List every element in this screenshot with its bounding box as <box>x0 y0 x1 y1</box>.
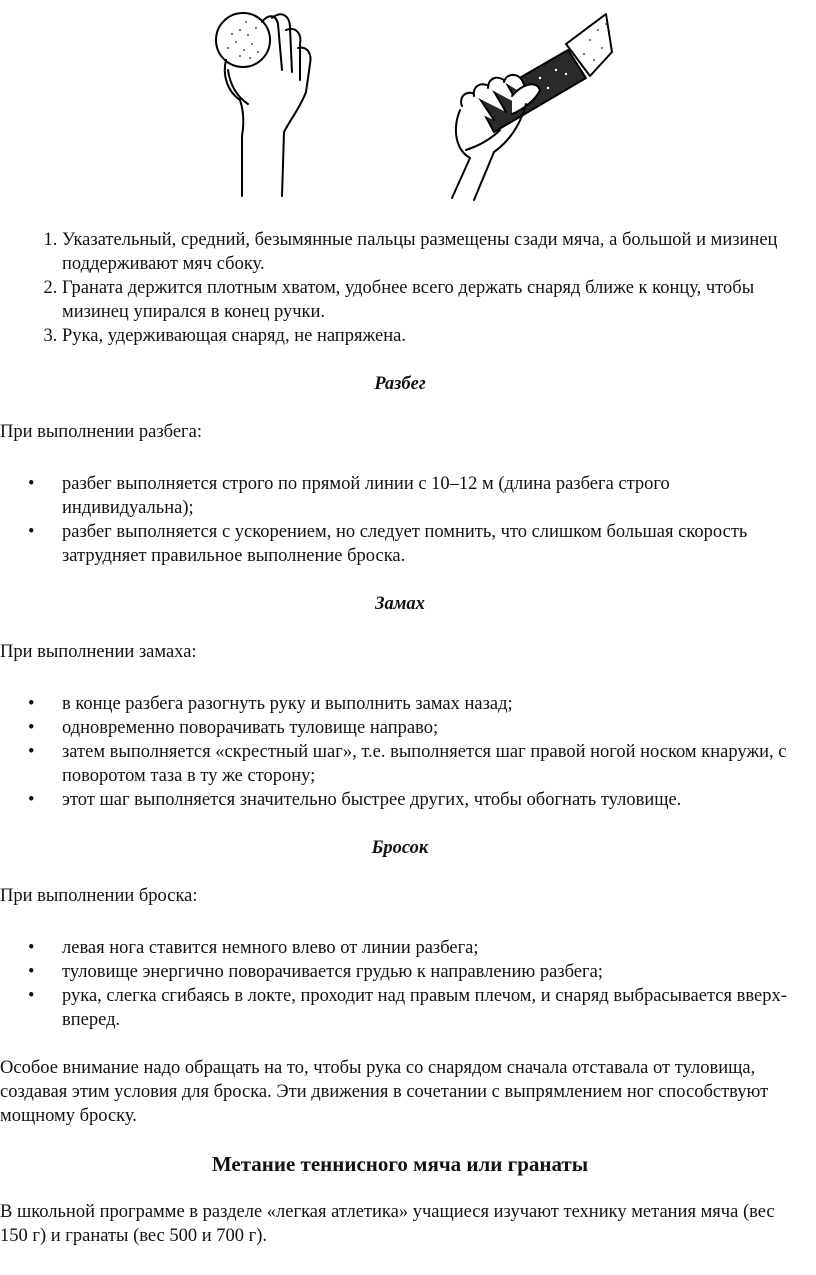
grip-item-1: 1. Указательный, средний, безымянные пальцы размещены сзади мяча, а большой и мизинец поддерживают мяч сбоку. <box>62 228 800 276</box>
swing-heading: Замах <box>375 594 425 614</box>
grip-list <box>0 228 800 348</box>
run-up-intro: При выполнении разбега: <box>0 422 202 442</box>
document-body <box>0 228 800 1248</box>
grip-item-3: 3. Рука, удерживающая снаряд, не напряжена. <box>62 324 800 348</box>
throw-intro: При выполнении броска: <box>0 886 198 906</box>
grip-illustrations <box>0 0 816 215</box>
swing-item-3: • затем выполняется «скрестный шаг», т.е. выполняется шаг правой ногой носком кнаружи, с поворотом таза в ту же сторону; <box>62 740 800 788</box>
throw-item-1: • левая нога ставится немного влево от линии разбега; <box>62 936 800 960</box>
section-paragraph: В школьной программе в разделе «легкая атлетика» учащиеся изучают технику метания мяча (вес 150 г) и гранаты (вес 500 и 700 г). <box>0 1202 775 1246</box>
run-up-list <box>0 472 800 568</box>
grip-item-2: 2. Граната держится плотным хватом, удобнее всего держать снаряд ближе к концу, чтобы мизинец упирался в конец ручки. <box>62 276 800 324</box>
note-paragraph: Особое внимание надо обращать на то, чтобы рука со снарядом сначала отставала от туловища, создавая этим условия для броска. Эти движения в сочетании с выпрямлением ног способствуют мощному броску. <box>0 1058 769 1126</box>
throw-heading: Бросок <box>371 838 429 858</box>
section-title: Метание теннисного мяча или гранаты <box>211 1152 589 1176</box>
run-up-item-2: • разбег выполняется с ускорением, но следует помнить, что слишком большая скорость затрудняет правильное выполнение броска. <box>62 520 800 568</box>
throw-list <box>0 936 800 1032</box>
ball-grip-illustration <box>216 13 311 196</box>
swing-item-1: • в конце разбега разогнуть руку и выполнить замах назад; <box>62 692 800 716</box>
swing-intro: При выполнении замаха: <box>0 642 197 662</box>
run-up-heading: Разбег <box>374 374 426 394</box>
throw-item-2: • туловище энергично поворачивается грудью к направлению разбега; <box>62 960 800 984</box>
throw-item-3: • рука, слегка сгибаясь в локте, проходит над правым плечом, и снаряд выбрасывается вверх-вперед. <box>62 984 800 1032</box>
run-up-item-1: • разбег выполняется строго по прямой линии с 10–12 м (длина разбега строго индивидуальна); <box>62 472 800 520</box>
swing-list <box>0 692 800 812</box>
swing-item-2: • одновременно поворачивать туловище направо; <box>62 716 800 740</box>
grenade-grip-illustration <box>452 14 612 200</box>
swing-item-4: • этот шаг выполняется значительно быстрее других, чтобы обогнать туловище. <box>62 788 800 812</box>
